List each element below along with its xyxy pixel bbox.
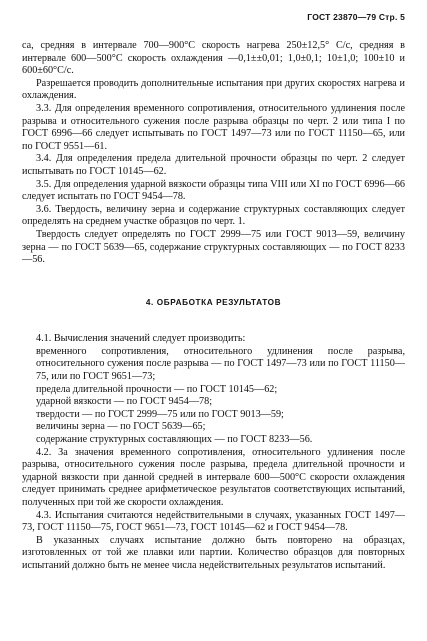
paragraph: 4.3. Испытания считаются недействительными в случаях, указанных ГОСТ 1497—73, ГОСТ 11150—75, ГОСТ 9651—73, ГОСТ 10145—62 и ГОСТ 9454—78. — [22, 509, 405, 534]
list-item: величины зерна — по ГОСТ 5639—65; — [36, 421, 206, 433]
paragraph: В указанных случаях испытание должно быть повторено на образцах, изготовленных от той же плавки или партии. Количество образцов для повторных испытаний должно быть не менее числа недействительных результатов испытаний. — [22, 534, 405, 571]
list-item: временного сопротивления, относительного удлинения после разрыва, относительного сужения после разрыва — по ГОСТ 1497—73 или по ГОСТ 11150—75, или по ГОСТ 9651—73; — [36, 345, 405, 383]
paragraph: 3.6. Твердость, величину зерна и содержание структурных составляющих следует определять на среднем участке образцов по черт. 1. — [22, 203, 405, 228]
page-body — [22, 40, 405, 573]
paragraph: 3.4. Для определения предела длительной прочности образцы по черт. 2 следует испытывать по ГОСТ 10145—62. — [22, 153, 405, 177]
section-heading: 4. ОБРАБОТКА РЕЗУЛЬТАТОВ — [145, 297, 282, 307]
paragraph: 3.3. Для определения временного сопротивления, относительного удлинения после разрыва и относительного сужения после разрыва образцы по черт. 2 или типа I по ГОСТ 6996—66 следует испытывать по ГОСТ 1497—73 или по ГОСТ 11150—65, или по ГОСТ 9551—61. — [22, 102, 405, 152]
paragraph: Разрешается проводить дополнительные испытания при других скоростях нагрева и охлаждения. — [22, 77, 405, 102]
list-item: предела длительной прочности — по ГОСТ 10145—62; — [36, 383, 278, 395]
list-item: ударной вязкости — по ГОСТ 9454—78; — [36, 396, 213, 408]
list-item: твердости — по ГОСТ 2999—75 или по ГОСТ 9013—59; — [36, 408, 284, 420]
paragraph: Твердость следует определять по ГОСТ 2999—75 или ГОСТ 9013—59, величину зерна — по ГОСТ 5639—65, содержание структурных составляющих — по ГОСТ 8233—56. — [22, 228, 405, 266]
calculation-list — [22, 346, 405, 447]
paragraph: 4.2. За значения временного сопротивления, относительного удлинения после разрыва, относительного сужения после разрыва, предела длительной прочности и ударной вязкости при данной средней в интервале 600—500°С скорости охлаждения следует принимать среднее арифметическое результатов соответствующих испытаний, полученных при той же скорости охлаждения. — [22, 446, 405, 508]
paragraph: 3.5. Для определения ударной вязкости образцы типа VIII или XI по ГОСТ 6996—66 следует испытать по ГОСТ 9454—78. — [22, 178, 405, 203]
page-header: ГОСТ 23870—79 Стр. 5 — [307, 12, 405, 22]
list-item: содержание структурных составляющих — по ГОСТ 8233—56. — [36, 434, 313, 446]
paragraph: 4.1. Вычисления значений следует производить: — [36, 333, 246, 345]
paragraph: са, средняя в интервале 700—900°С скорость нагрева 250±12,5° С/с, средняя в интервале 600—500°С скорость охлаждения —0,1±±0,01; 1,0±0,1; 10±1,0; 100±10 и 600±60°С/с. — [22, 40, 405, 77]
